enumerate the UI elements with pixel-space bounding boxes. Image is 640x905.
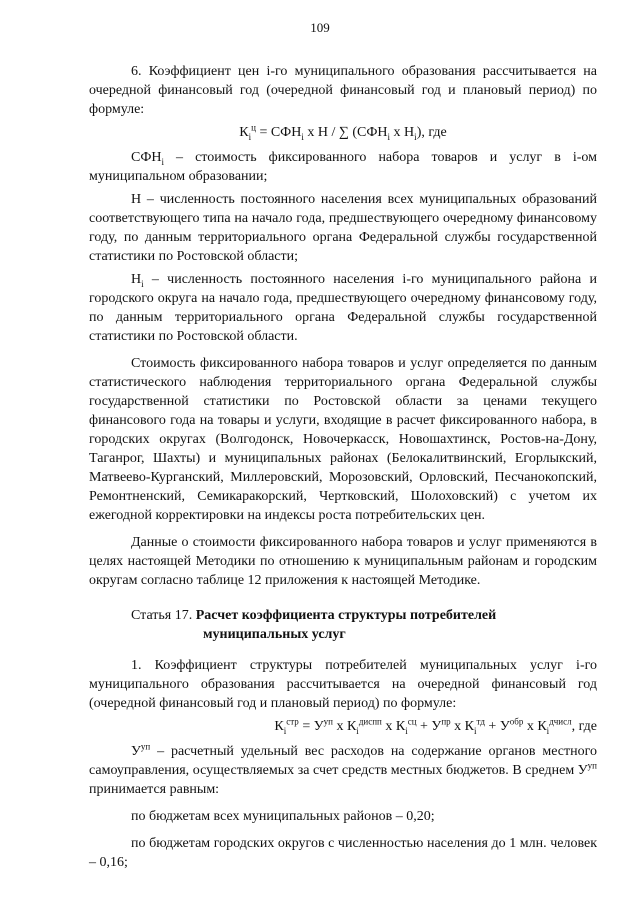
paragraph-price-coefficient: 6. Коэффициент цен i-го муниципального образования рассчитывается на очередной финансовый год (очередной финансовый год и плановый период) по формуле: [89, 64, 597, 117]
article-title-line2: муниципальных услуг [203, 627, 346, 642]
list-item-cities: по бюджетам городских округов с численностью населения до 1 млн. человек – 0,16; [89, 836, 597, 870]
list-item-districts: по бюджетам всех муниципальных районов – 0,20; [131, 809, 435, 824]
article-label: Статья 17. [131, 608, 196, 623]
formula-structure-coefficient: $К_i^{стр} = У^{уп}$ х $К_i^{диспп}$ х $К_i^{сц} + У^{пр}$ х $К_i^{тд} + У^{обр}$ х $К_i^{дчисл}$, где [274, 716, 597, 736]
article-heading [89, 606, 597, 644]
definition-uup: $У^{уп}$ – расчетный удельный вес расходов на содержание органов местного самоуправления, осуществляемых за счет средств местных бюджетов. В среднем $У^{уп}$ принимается равным: [89, 741, 597, 797]
paragraph-fixed-set-data: Данные о стоимости фиксированного набора товаров и услуг применяются в целях настоящей Методики по отношению к муниципальным районам и городским округам согласно таблице 12 приложения к настоящей Методике. [89, 535, 597, 588]
definition-n: Н – численность постоянного населения всех муниципальных образований соответствующего типа на начало года, предшествующего очередному финансовому году, по данным территориального органа Федеральной службы государственной статистики по Ростовской области; [89, 192, 597, 264]
paragraph-structure-coefficient: 1. Коэффициент структуры потребителей муниципальных услуг i-го муниципального образования рассчитывается на очередной финансовый год (очередной финансовый год и плановый период) по формуле: [89, 658, 597, 711]
page-number: 109 [310, 20, 330, 35]
definition-ni: $Н_i$ – численность постоянного населения i-го муниципального района и городского округа на начало года, предшествующего очередному финансовому году, по данным территориального органа Федеральной службы государственной статистики по Ростовской области. [89, 272, 597, 344]
definition-sfn: $СФН_i$ – стоимость фиксированного набора товаров и услуг в i-ом муниципальном образовании; [89, 150, 597, 184]
paragraph-fixed-set-cost: Стоимость фиксированного набора товаров и услуг определяется по данным статистического наблюдения территориального органа Федеральной службы государственной статистики по Ростовской области за ценами текущего финансового года на товары и услуги, входящие в расчет фиксированного набора, в городских округах (Волгодонск, Новочеркасск, Новошахтинск, Ростов-на-Дону, Таганрог, Шахты) и муниципальных районах (Белокалитвинский, Егорлыкский, Матвеево-Курганский, Миллеровский, Морозовский, Орловский, Песчанокопский, Ремонтненский, Семикаракорский, Чертковский, Шолоховский) с учетом их ежегодной корректировки на индексы роста потребительских цен. [89, 356, 597, 523]
document-body [89, 62, 597, 872]
formula-price-coefficient: $К_i^ц = СФН_i$ х Н / ∑ ($СФН_i$ х $Н_i$), где [239, 122, 447, 142]
article-title-line1: Расчет коэффициента структуры потребителей [195, 608, 497, 623]
